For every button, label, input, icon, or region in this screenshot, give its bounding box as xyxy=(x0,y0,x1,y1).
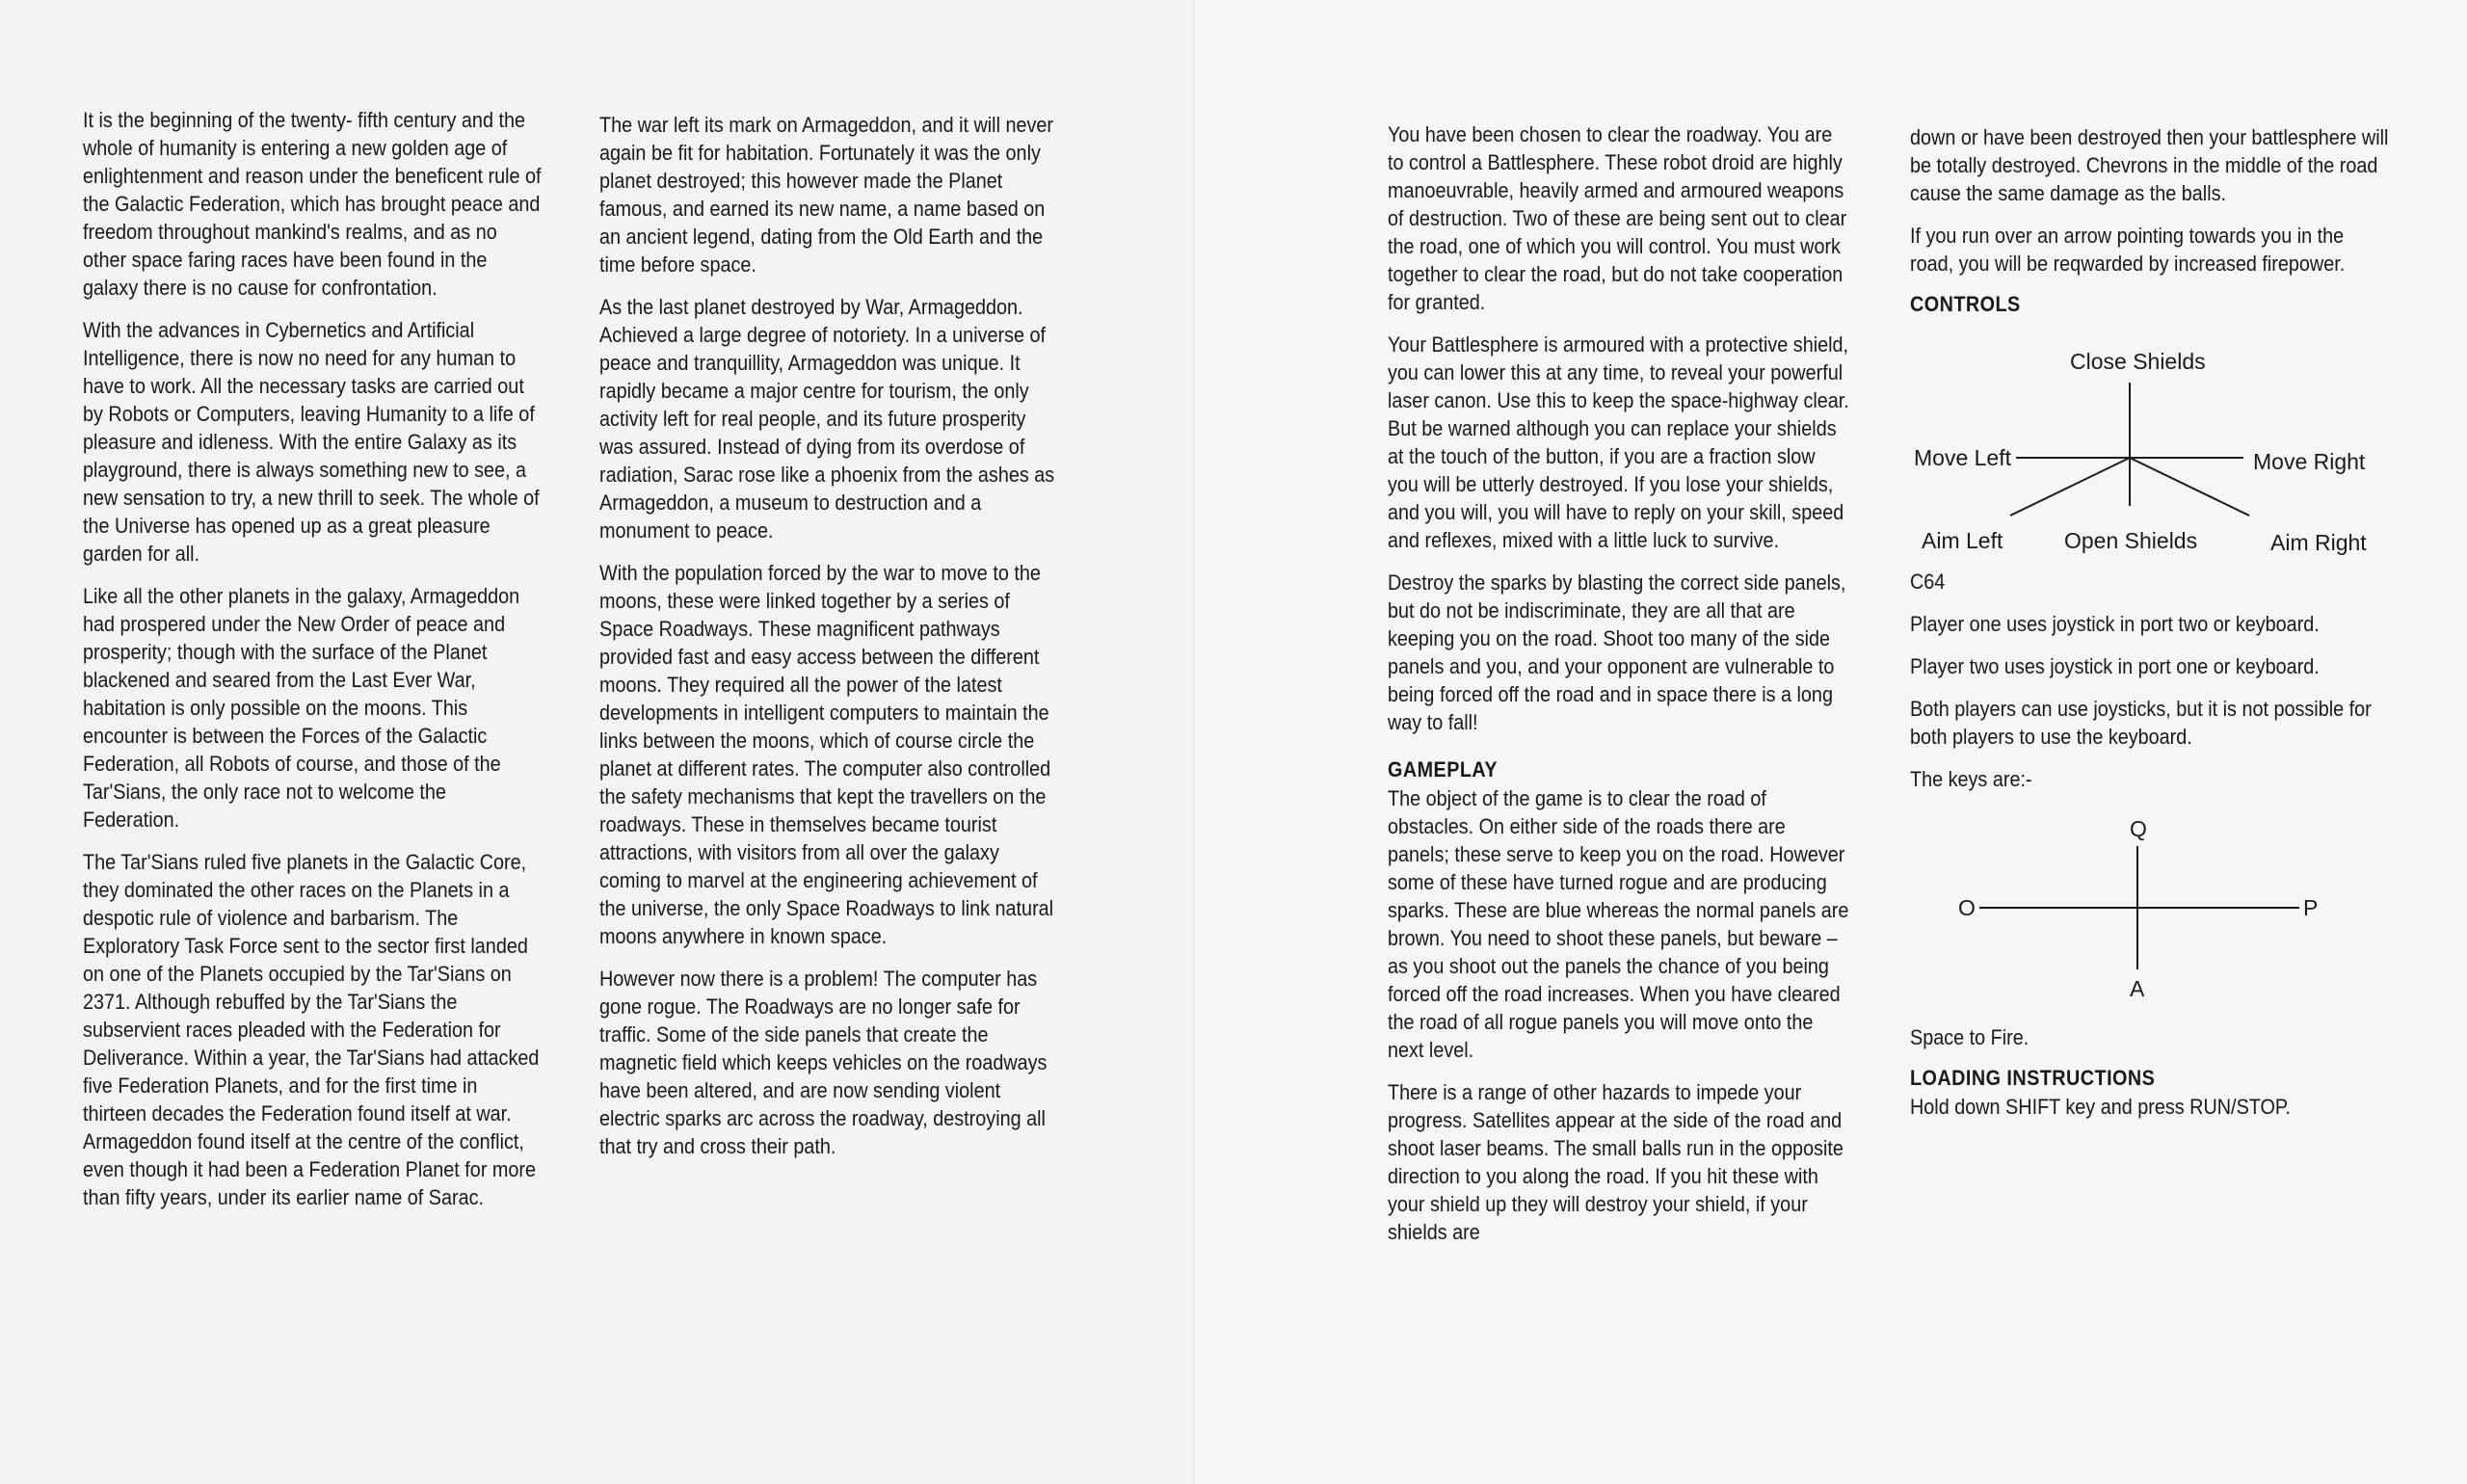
paragraph: With the population forced by the war to move to the moons, these were linked together by a series of Space Roadways. These magnificent pathways provided fast and easy access between the different moons. They required all the power of the latest developments in intelligent computers to maintain the links between the moons, which of course circle the planet at different rates. The computer also controlled the safety mechanisms that kept the travellers on the roadways. These in themselves became tourist attractions, with visitors from all over the galaxy coming to marvel at the engineering achievement of the universe, the only Space Roadways to link natural moons anywhere in known space. xyxy=(599,561,1054,948)
paragraph: Player one uses joystick in port two or keyboard. xyxy=(1910,612,2320,636)
paragraph: With the advances in Cybernetics and Artificial Intelligence, there is now no need for any human to have to work. All the necessary tasks are carried out by Robots or Computers, leaving Humanity to a life of pleasure and idleness. With the entire Galaxy as its playground, there is always something new to see, a new sensation to try, a new thrill to seek. The whole of the Universe has opened up as a great pleasure garden for all. xyxy=(83,318,540,566)
key-p: P xyxy=(2303,895,2319,920)
fire-instruction: Space to Fire. xyxy=(1910,1025,2029,1049)
move-right-label: Move Right xyxy=(2253,449,2366,474)
joystick-diagram xyxy=(1910,323,2392,564)
move-left-label: Move Left xyxy=(1914,445,2011,470)
page-fold xyxy=(1193,0,1197,1484)
paragraph: The Tar'Sians ruled five planets in the Galactic Core, they dominated the other races on the Planets in a despotic rule of violence and barbarism. The Exploratory Task Force sent to the sector first landed on one of the Planets occupied by the Tar'Sians on 2371. Although rebuffed by the Tar'Sians the subservient races pleaded with the Federation for Deliverance. Within a year, the Tar'Sians had attacked five Federation Planets, and for the first time in thirteen decades the Federation found itself at war. Armageddon found itself at the centre of the conflict, even though it had been a Federation Planet for more than fifty years, under its earlier name of Sarac. xyxy=(83,850,540,1209)
paragraph: down or have been destroyed then your battlesphere will be totally destroyed. Chevrons in the middle of the road cause the same damage as the balls. xyxy=(1910,125,2389,205)
aim-right-label: Aim Right xyxy=(2270,530,2367,555)
paragraph: Destroy the sparks by blasting the correct side panels, but do not be indiscriminate, they are all that are keeping you on the road. Shoot too many of the side panels and you, and your opponent are vulnerable to being forced off the road and in space there is a long way to fall! xyxy=(1388,570,1846,734)
paragraph: The keys are:- xyxy=(1910,767,2032,791)
story-column-1 xyxy=(83,106,545,1226)
key-o: O xyxy=(1958,895,1976,920)
key-q: Q xyxy=(2130,816,2147,841)
aim-left-label: Aim Left xyxy=(1922,528,2003,553)
open-shields-label: Open Shields xyxy=(2064,528,2198,553)
paragraph: However now there is a problem! The computer has gone rogue. The Roadways are no longer safe for traffic. Some of the side panels that create the magnetic field which keeps vehicles on the roadways have been altered, and are now sending violent electric sparks arc across the roadway, destroying all that try and cross their path. xyxy=(599,967,1048,1158)
paragraph: The war left its mark on Armageddon, and it will never again be fit for habitation. Fortunately it was the only planet destroyed; this however made the Planet famous, and earned its new name, a name based on an ancient legend, dating from the Old Earth and the time before space. xyxy=(599,113,1054,277)
controls-column xyxy=(1910,123,2392,1135)
paragraph: Your Battlesphere is armoured with a protective shield, you can lower this at any time, to reveal your powerful laser canon. Use this to keep the space-highway clear. But be warned although you can replace your shields at the touch of the button, if you are a fraction slow you will be utterly destroyed. If you lose your shields, and you will, you will have to reply on your skill, speed and reflexes, mixed with a little luck to survive. xyxy=(1388,332,1849,552)
paragraph: As the last planet destroyed by War, Armageddon. Achieved a large degree of notoriety. In a universe of peace and tranquillity, Armageddon was unique. It rapidly became a major centre for tourism, the only activity left for real people, and its future prosperity was assured. Instead of dying from its overdose of radiation, Sarac rose like a phoenix from the ashes as Armageddon, a museum to destruction and a monument to peace. xyxy=(599,295,1055,543)
key-a: A xyxy=(2130,976,2145,1001)
paragraph: You have been chosen to clear the roadway. You are to control a Battlesphere. These robot droid are highly manoeuvrable, heavily armed and armoured weapons of destruction. Two of these are being sent out to clear the road, one of which you will control. You must work together to clear the road, but do not take cooperation for granted. xyxy=(1388,122,1847,314)
loading-text: Hold down SHIFT key and press RUN/STOP. xyxy=(1910,1095,2292,1119)
close-shields-label: Close Shields xyxy=(2070,349,2206,374)
paragraph: Both players can use joysticks, but it is not possible for both players to use the keyboard. xyxy=(1910,697,2372,749)
gameplay-heading: GAMEPLAY xyxy=(1388,757,1498,782)
platform-label: C64 xyxy=(1910,570,1946,594)
paragraph: Like all the other planets in the galaxy, Armageddon had prospered under the New Order of peace and prosperity; though with the surface of the Planet blackened and seared from the Last Ever War, habitation is only possible on the moons. This encounter is between the Forces of the Galactic Federation, all Robots of course, and those of the Tar'Sians, the only race not to welcome the Federation. xyxy=(83,584,520,832)
paragraph: If you run over an arrow pointing towards you in the road, you will be reqwarded by increased firepower. xyxy=(1910,224,2346,276)
paragraph: Player two uses joystick in port one or keyboard. xyxy=(1910,654,2320,678)
controls-heading: CONTROLS xyxy=(1910,292,2021,316)
paragraph: It is the beginning of the twenty- fifth century and the whole of humanity is entering a new golden age of enlightenment and reason under the beneficent rule of the Galactic Federation, which has brought peace and freedom throughout mankind's realms, and as no other space faring races have been found in the galaxy there is no cause for confrontation. xyxy=(83,108,542,300)
keys-diagram xyxy=(1910,808,2392,1020)
gameplay-column xyxy=(1388,120,1850,1260)
story-column-2 xyxy=(599,111,1062,1175)
paragraph: There is a range of other hazards to impede your progress. Satellites appear at the side of the road and shoot laser beams. The small balls run in the opposite direction to you along the road. If you hit these with your shield up they will destroy your shield, if your shields are xyxy=(1388,1080,1844,1244)
joystick-down-right-line xyxy=(2130,458,2249,516)
paragraph: The object of the game is to clear the road of obstacles. On either side of the roads there are panels; these serve to keep you on the road. However some of these have turned rogue and are producing sparks. These are blue whereas the normal panels are brown. You need to shoot these panels, but beware – as you shoot out the panels the chance of you being forced off the road increases. When you have cleared the road of all rogue panels you will move onto the next level. xyxy=(1388,786,1849,1062)
joystick-down-left-line xyxy=(2010,458,2130,516)
loading-heading: LOADING INSTRUCTIONS xyxy=(1910,1066,2156,1090)
